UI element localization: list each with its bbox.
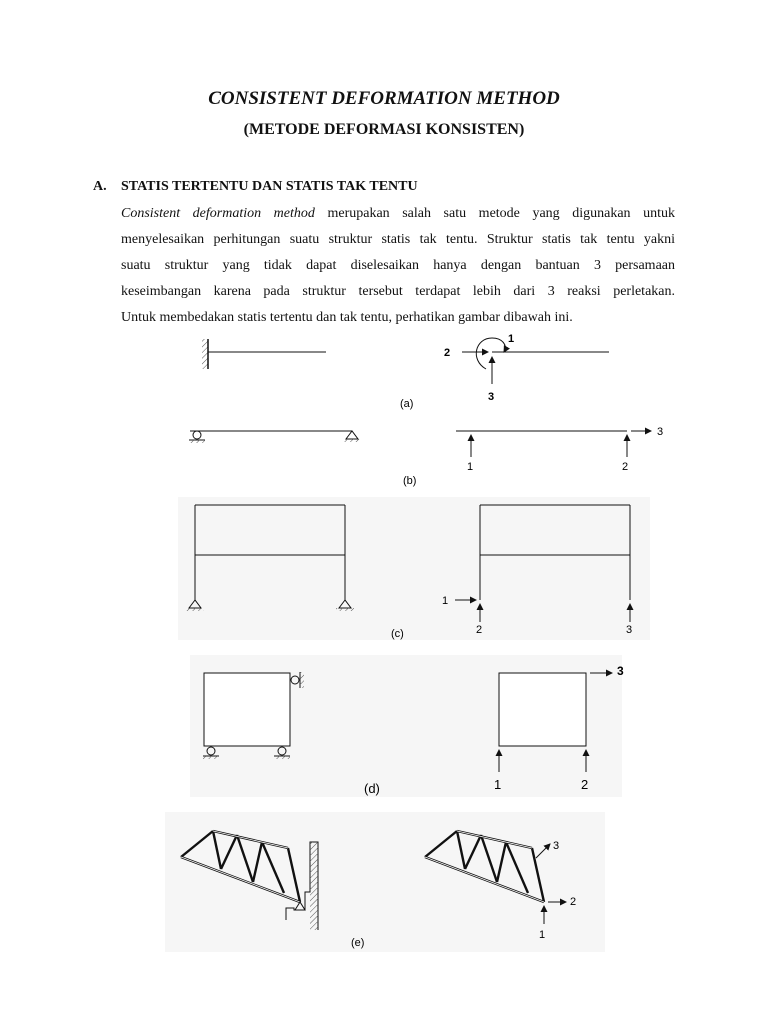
box-frame-free-body (499, 673, 586, 746)
figure-d (190, 655, 624, 797)
figure-e (165, 812, 605, 952)
reaction-label: 3 (626, 624, 633, 636)
reaction-label: 1 (539, 929, 546, 941)
figure-c (178, 497, 650, 640)
pin-support-icon (344, 431, 360, 442)
paragraph-line: menyelesaikan perhitungan suatu struktur statis tak tentu. Struktur statis tak tentu yakni (121, 232, 675, 247)
reaction-label: 1 (467, 461, 474, 473)
reaction-label: 3 (657, 426, 664, 438)
reaction-label: 1 (508, 333, 515, 345)
reaction-label: 2 (570, 896, 577, 908)
figure-background (178, 497, 650, 640)
reaction-label: 3 (617, 664, 624, 678)
reaction-label: 2 (476, 624, 483, 636)
paragraph-line: Untuk membedakan statis tertentu dan tak tentu, perhatikan gambar dibawah ini. (121, 310, 573, 325)
figure-a (202, 333, 609, 410)
reaction-label: 1 (442, 595, 449, 607)
roller-support-icon (189, 431, 205, 443)
reaction-label: 2 (622, 461, 629, 473)
section-heading: STATIS TERTENTU DAN STATIS TAK TENTU (121, 179, 418, 194)
reaction-label: 2 (581, 777, 589, 792)
figure-caption: (e) (351, 937, 365, 949)
reaction-label: 3 (488, 391, 495, 403)
section-number: A. (93, 179, 107, 194)
reaction-label: 3 (553, 840, 560, 852)
document-title: CONSISTENT DEFORMATION METHOD (208, 88, 560, 109)
paragraph-italic: Consistent deformation method (121, 206, 315, 221)
fixed-support-icon (202, 339, 208, 369)
figure-caption: (c) (391, 628, 404, 640)
paragraph-line: keseimbangan karena pada struktur tersebut terdapat lebih dari 3 reaksi perletakan. (121, 284, 675, 299)
box-frame (204, 673, 290, 746)
reaction-label: 2 (444, 347, 451, 359)
moment-arrow-icon (476, 338, 505, 369)
reaction-label: 1 (494, 777, 502, 792)
figure-caption: (b) (403, 475, 417, 487)
figure-caption: (a) (400, 398, 414, 410)
figure-b (189, 426, 663, 487)
paragraph-text: merupakan salah satu metode yang digunakan untuk (314, 206, 675, 221)
document-subtitle: (METODE DEFORMASI KONSISTEN) (243, 121, 525, 138)
figure-caption: (d) (364, 781, 380, 796)
paragraph-line: suatu struktur yang tidak dapat diselesaikan hanya dengan bantuan 3 persamaan (121, 258, 675, 273)
